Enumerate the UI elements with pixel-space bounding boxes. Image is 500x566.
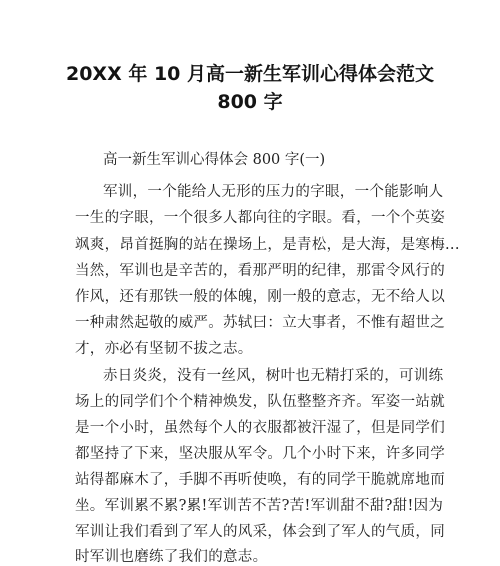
paragraph-line: 当然，军训也是辛苦的，看那严明的纪律，那雷令风行的 (75, 263, 445, 279)
paragraph-line: 赤日炎炎，没有一丝风，树叶也无精打采的，可训练 (103, 368, 444, 384)
paragraph-line: 都坚持了下来，坚决服从军令。几个小时下来，许多同学 (75, 446, 445, 462)
section-heading: 高一新生军训心得体会 800 字(一) (103, 152, 326, 168)
paragraph-line: 场上的同学们个个精神焕发，队伍整整齐齐。军姿一站就 (75, 394, 445, 410)
paragraph-line: 一生的字眼，一个很多人都向往的字眼。看，一个个英姿 (75, 210, 445, 226)
paragraph-line: 时军训也磨练了我们的意志。 (75, 549, 268, 565)
paragraph-line: 军训让我们看到了军人的风采，体会到了军人的气质，同 (75, 524, 445, 540)
paragraph-line: 作风，还有那铁一般的体魄，刚一般的意志，无不给人以 (75, 289, 445, 305)
document-title-line-2: 800 字 (217, 91, 283, 113)
paragraph-line: 一种肃然起敬的威严。苏轼曰：立大事者，不惟有超世之 (75, 315, 445, 331)
paragraph-line: 才，亦必有坚韧不拔之志。 (75, 341, 253, 357)
paragraph-line: 坐。军训累不累?累!军训苦不苦?苦!军训甜不甜?甜!因为 (75, 498, 444, 514)
paragraph-line: 军训，一个能给人无形的压力的字眼，一个能影响人 (103, 184, 444, 200)
document-title-line-1: 20XX 年 10 月高一新生军训心得体会范文 (65, 63, 435, 85)
paragraph-line: 是一个小时，虽然每个人的衣服都被汗湿了，但是同学们 (75, 420, 445, 436)
paragraph-line: 站得都麻木了，手脚不再听使唤，有的同学干脆就席地而 (75, 472, 445, 488)
paragraph-line: 飒爽，昂首挺胸的站在操场上，是青松，是大海，是寒梅... (75, 237, 460, 253)
